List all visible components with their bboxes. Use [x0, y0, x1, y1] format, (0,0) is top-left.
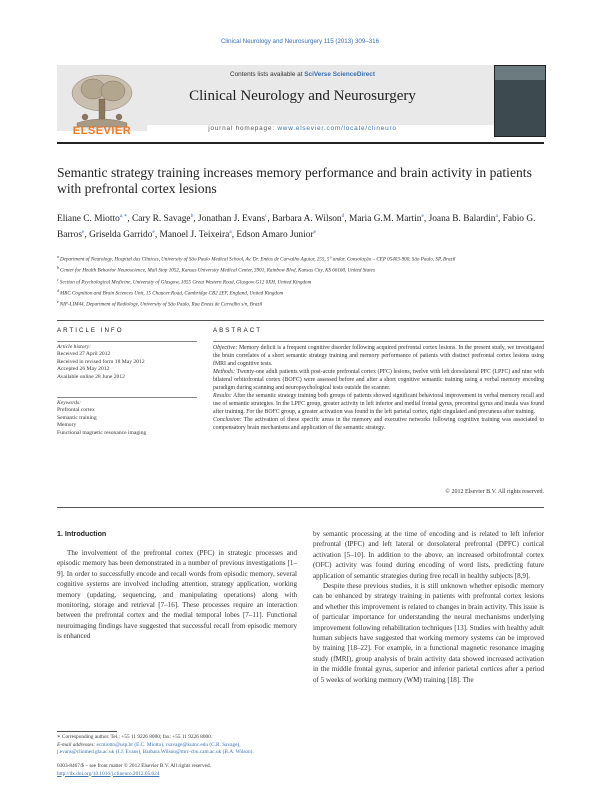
- author-name: Joana B. Balardin: [428, 214, 496, 225]
- affiliation-marker: d: [57, 287, 60, 293]
- affiliation-rule: [57, 320, 544, 321]
- author-affiliation-marker[interactable]: d: [341, 213, 345, 219]
- contents-line: [150, 71, 455, 78]
- author-affiliation-marker[interactable]: a,∗: [119, 213, 128, 219]
- email-addresses: E-mail addresses: ecmiotto@usp.br (E.C. Miotto), csavage@kumc.edu (C.R. Savage), j.evans@clinmed.gla.ac.uk (J.J. Evans), Barbara.Wilson@mrc-cbu.cam.ac.uk (B.A. Wilson).: [57, 741, 254, 756]
- issn-doi: [57, 763, 357, 778]
- keyword-item: Prefrontal cortex: [57, 407, 95, 414]
- author-name: Maria G.M. Martin: [349, 214, 422, 225]
- keyword-item: Memory: [57, 422, 77, 429]
- keywords-rule: [57, 397, 197, 398]
- keyword-item: Semantic training: [57, 414, 97, 421]
- article-info-heading: ARTICLE INFO: [57, 327, 124, 334]
- keywords-label: Keywords:: [57, 400, 82, 406]
- intro-left-column: [57, 548, 297, 642]
- affiliation-marker: a: [57, 254, 60, 259]
- intro-paragraph: by semantic processing at the time of encoding and is related to left inferior prefrontal (IPFC) and left lateral or dorsolateral prefrontal (DPFC) cortical activation [5–10]. In addition to the above, an increased orbitofrontal cortex (OFC) activity was found during encoding of word lists, predicting future application of semantic strategies during free recall in healthy subjects [8,9].: [313, 530, 544, 580]
- section-heading-introduction: 1. Introduction: [57, 530, 107, 538]
- affiliation-text: NIF-LIM44, Department of Radiology, University of São Paulo, Rua Eneas de Carvalho s/n, Brazil: [59, 301, 263, 308]
- affiliation-text: Department of Neurology, Hospital das Clínicas, University of São Paulo Medical School, Av. Dr. Enéas de Carvalho Aguiar, 255, 5° andar, Consolação – CEP 05403-900, São Paulo, SP, Brazil: [60, 256, 456, 263]
- history-item: Received in revised form 18 May 2012: [57, 358, 145, 365]
- abstract-body: [213, 345, 544, 432]
- abstract-results: Results: After the semantic strategy training both groups of patients showed significant behavioral improvement in verbal memory recall and use of semantic strategies. In the LPFC group, greater activity in left inferior and medial frontal gyrus, precentral gyrus and insula was found after training. For the BOFC group, a greater activation was found in the left parietal cortex, right cingulated and precuneus after training.: [213, 392, 544, 415]
- history-item: Received 27 April 2012: [57, 351, 111, 358]
- abstract-conclusion: Conclusion: The activation of these specific areas in the memory and executive networks following cognitive training was associated to compensatory brain mechanisms and application of the semantic strategy.: [213, 416, 544, 431]
- affiliation-text: Center for Health Behavior Neuroscience, Mail Stop 1052, Kansas University Medical Center, 3901, Rainbow Blvd, Kansas City, KS 66160, United States: [60, 267, 375, 274]
- homepage-url[interactable]: www.elsevier.com/locate/clineuro: [277, 125, 397, 132]
- copyright-notice: © 2012 Elsevier B.V. All rights reserved.: [445, 489, 544, 495]
- affiliation-text: MRC Cognition and Brain Sciences Unit, 15 Chaucer Road, Cambridge CB2 2EF, England, United Kingdom: [60, 290, 284, 297]
- author-name: Fabio G. Barros: [57, 214, 536, 241]
- history-item: Available online 28 June 2012: [57, 373, 125, 380]
- author-affiliation-marker[interactable]: b: [190, 213, 194, 219]
- author-name: Barbara A. Wilson: [272, 214, 342, 225]
- affiliation-marker: c: [57, 276, 60, 282]
- author-affiliation-marker[interactable]: a: [495, 213, 498, 219]
- affiliation-item: [57, 298, 547, 309]
- abstract-methods: Methods: Twenty-one adult patients with post-acute prefrontal cortex (PFC) lesions, twelve with left dorsolateral PFC (LPFC) and nine with bilateral orbitofrontal cortex (BOFC) were assessed before and after a short cognitive semantic training using a verbal memory encoding paradigm during scanning and neuropsychological tests outside the scanner.: [213, 368, 544, 391]
- author-name: Edson Amaro Junior: [236, 230, 314, 241]
- intro-paragraph: The involvement of the prefrontal cortex (PFC) in strategic processes and episodic memory has been demonstrated in a number of previous investigations [1–9]. In order to successfully encode and recall words from episodic memory, several cognitive systems are involved including attention, strategy application, working memory (updating, sequencing, and manipulating operations) along with monitoring, storage and retrieval [7–16]. These processes require an interaction between the prefrontal cortex and the medial temporal lobes [7–11]. Functional neuroimaging findings have suggested that successful recall from episodic memory is enhanced: [57, 549, 297, 641]
- issn-line: 0303-8467/$ – see front matter © 2012 Elsevier B.V. All rights reserved.: [57, 763, 211, 769]
- abstract-bottom-rule: [57, 507, 544, 508]
- email-links[interactable]: ecmiotto@usp.br (E.C. Miotto), csavage@kumc.edu (C.R. Savage), j.evans@clinmed.gla.ac.uk (J.J. Evans), Barbara.Wilson@mrc-cbu.cam.ac.uk (B.A. Wilson).: [57, 741, 254, 756]
- corresponding-author-note: ∗ Corresponding author. Tel.: +55 11 9226 8000; fax: +55 11 9226 8000.: [57, 734, 213, 740]
- keywords: [57, 400, 197, 437]
- footnotes: [57, 734, 297, 757]
- abstract-rule: [213, 341, 544, 342]
- author-name: Manoel J. Teixeira: [159, 230, 230, 241]
- affiliation-marker: b: [57, 265, 60, 271]
- header-rule: [57, 142, 544, 144]
- abstract-heading: ABSTRACT: [213, 327, 263, 334]
- affiliation-text: Section of Psychological Medicine, University of Glasgow, 1055 Great Western Road, Glasgow G12 0XH, United Kingdom: [59, 279, 312, 286]
- journal-cover-image: [494, 65, 546, 137]
- article-info-rule: [57, 341, 197, 342]
- homepage-prefix: journal homepage:: [208, 125, 278, 132]
- author-list: Eliane C. Miotto$^{a,∗}$, Cary R. Savage$^b$, Jonathan J. Evans$^c$, Barbara A. Wilson$^d$, Maria G.M. Martin$^e$, Joana B. Balardin$^a$, Fabio G. Barros$^e$, Griselda Garrido$^e$, Manoel J. Teixeira$^a$, Edson Amaro Junior$^e$: [57, 213, 536, 241]
- doi-link[interactable]: http://dx.doi.org/10.1016/j.clineuro.2012.05.024: [57, 770, 160, 777]
- affiliation-item: [57, 253, 547, 264]
- contents-prefix: Contents lists available at: [230, 71, 305, 78]
- running-header: Clinical Neurology and Neurosurgery 115 (2013) 309–316: [220, 38, 380, 45]
- abstract-objective: Objective: Memory deficit is a frequent cognitive disorder following acquired prefrontal cortex lesions. In the present study, we investigated the brain correlates of a short semantic strategy training and memory performance of patients with distinct prefrontal cortex lesions using fMRI and cognitive tests.: [213, 345, 544, 367]
- author-name: Jonathan J. Evans: [198, 214, 265, 225]
- affiliation-item: [57, 287, 547, 298]
- intro-right-column: [313, 529, 544, 685]
- author-affiliation-marker[interactable]: a: [229, 229, 232, 236]
- journal-homepage: [150, 125, 455, 132]
- author-affiliation-marker[interactable]: e: [152, 229, 155, 236]
- affiliations: [57, 253, 547, 309]
- history-label: Article history:: [57, 344, 92, 350]
- history-item: Accepted 26 May 2012: [57, 366, 110, 373]
- author-name: Griselda Garrido: [89, 230, 153, 241]
- author-affiliation-marker[interactable]: e: [421, 213, 424, 219]
- intro-paragraph: Despite these previous studies, it is still unknown whether episodic memory can be enhanced by strategy training in patients with prefrontal cortex lesions and whether this improvement is related to changes in brain activity. This issue is of particular importance for understanding the neural mechanisms underlying improvement following rehabilitation techniques [13]. Studies with healthy adult human subjects have suggested that working memory systems can be improved by training [18–22]. For example, in a functional magnetic resonance imaging study (fMRI), group analysis of brain activity data showed increased activation in the middle frontal gyrus, superior and inferior parietal cortices after a period of 5 weeks of working memory (WM) training [18]. The: [313, 582, 544, 684]
- article-title: Semantic strategy training increases memory performance and brain activity in patients with prefrontal cortex lesions: [57, 165, 532, 196]
- article-history: [57, 344, 197, 381]
- author-affiliation-marker[interactable]: e: [82, 229, 85, 236]
- author-name: Eliane C. Miotto: [57, 214, 120, 225]
- footnote-rule: [57, 731, 117, 732]
- journal-title: Clinical Neurology and Neurosurgery: [189, 88, 416, 104]
- author-affiliation-marker[interactable]: c: [264, 213, 268, 219]
- sciencedirect-link[interactable]: SciVerse ScienceDirect: [304, 71, 375, 78]
- author-name: Cary R. Savage: [132, 214, 191, 225]
- author-affiliation-marker[interactable]: e: [313, 229, 316, 236]
- publisher-name: ELSEVIER: [72, 125, 132, 137]
- keyword-item: Functional magnetic resonance imaging: [57, 429, 147, 436]
- affiliation-item: [57, 276, 547, 287]
- affiliation-marker: e: [57, 299, 60, 305]
- affiliation-item: [57, 264, 547, 275]
